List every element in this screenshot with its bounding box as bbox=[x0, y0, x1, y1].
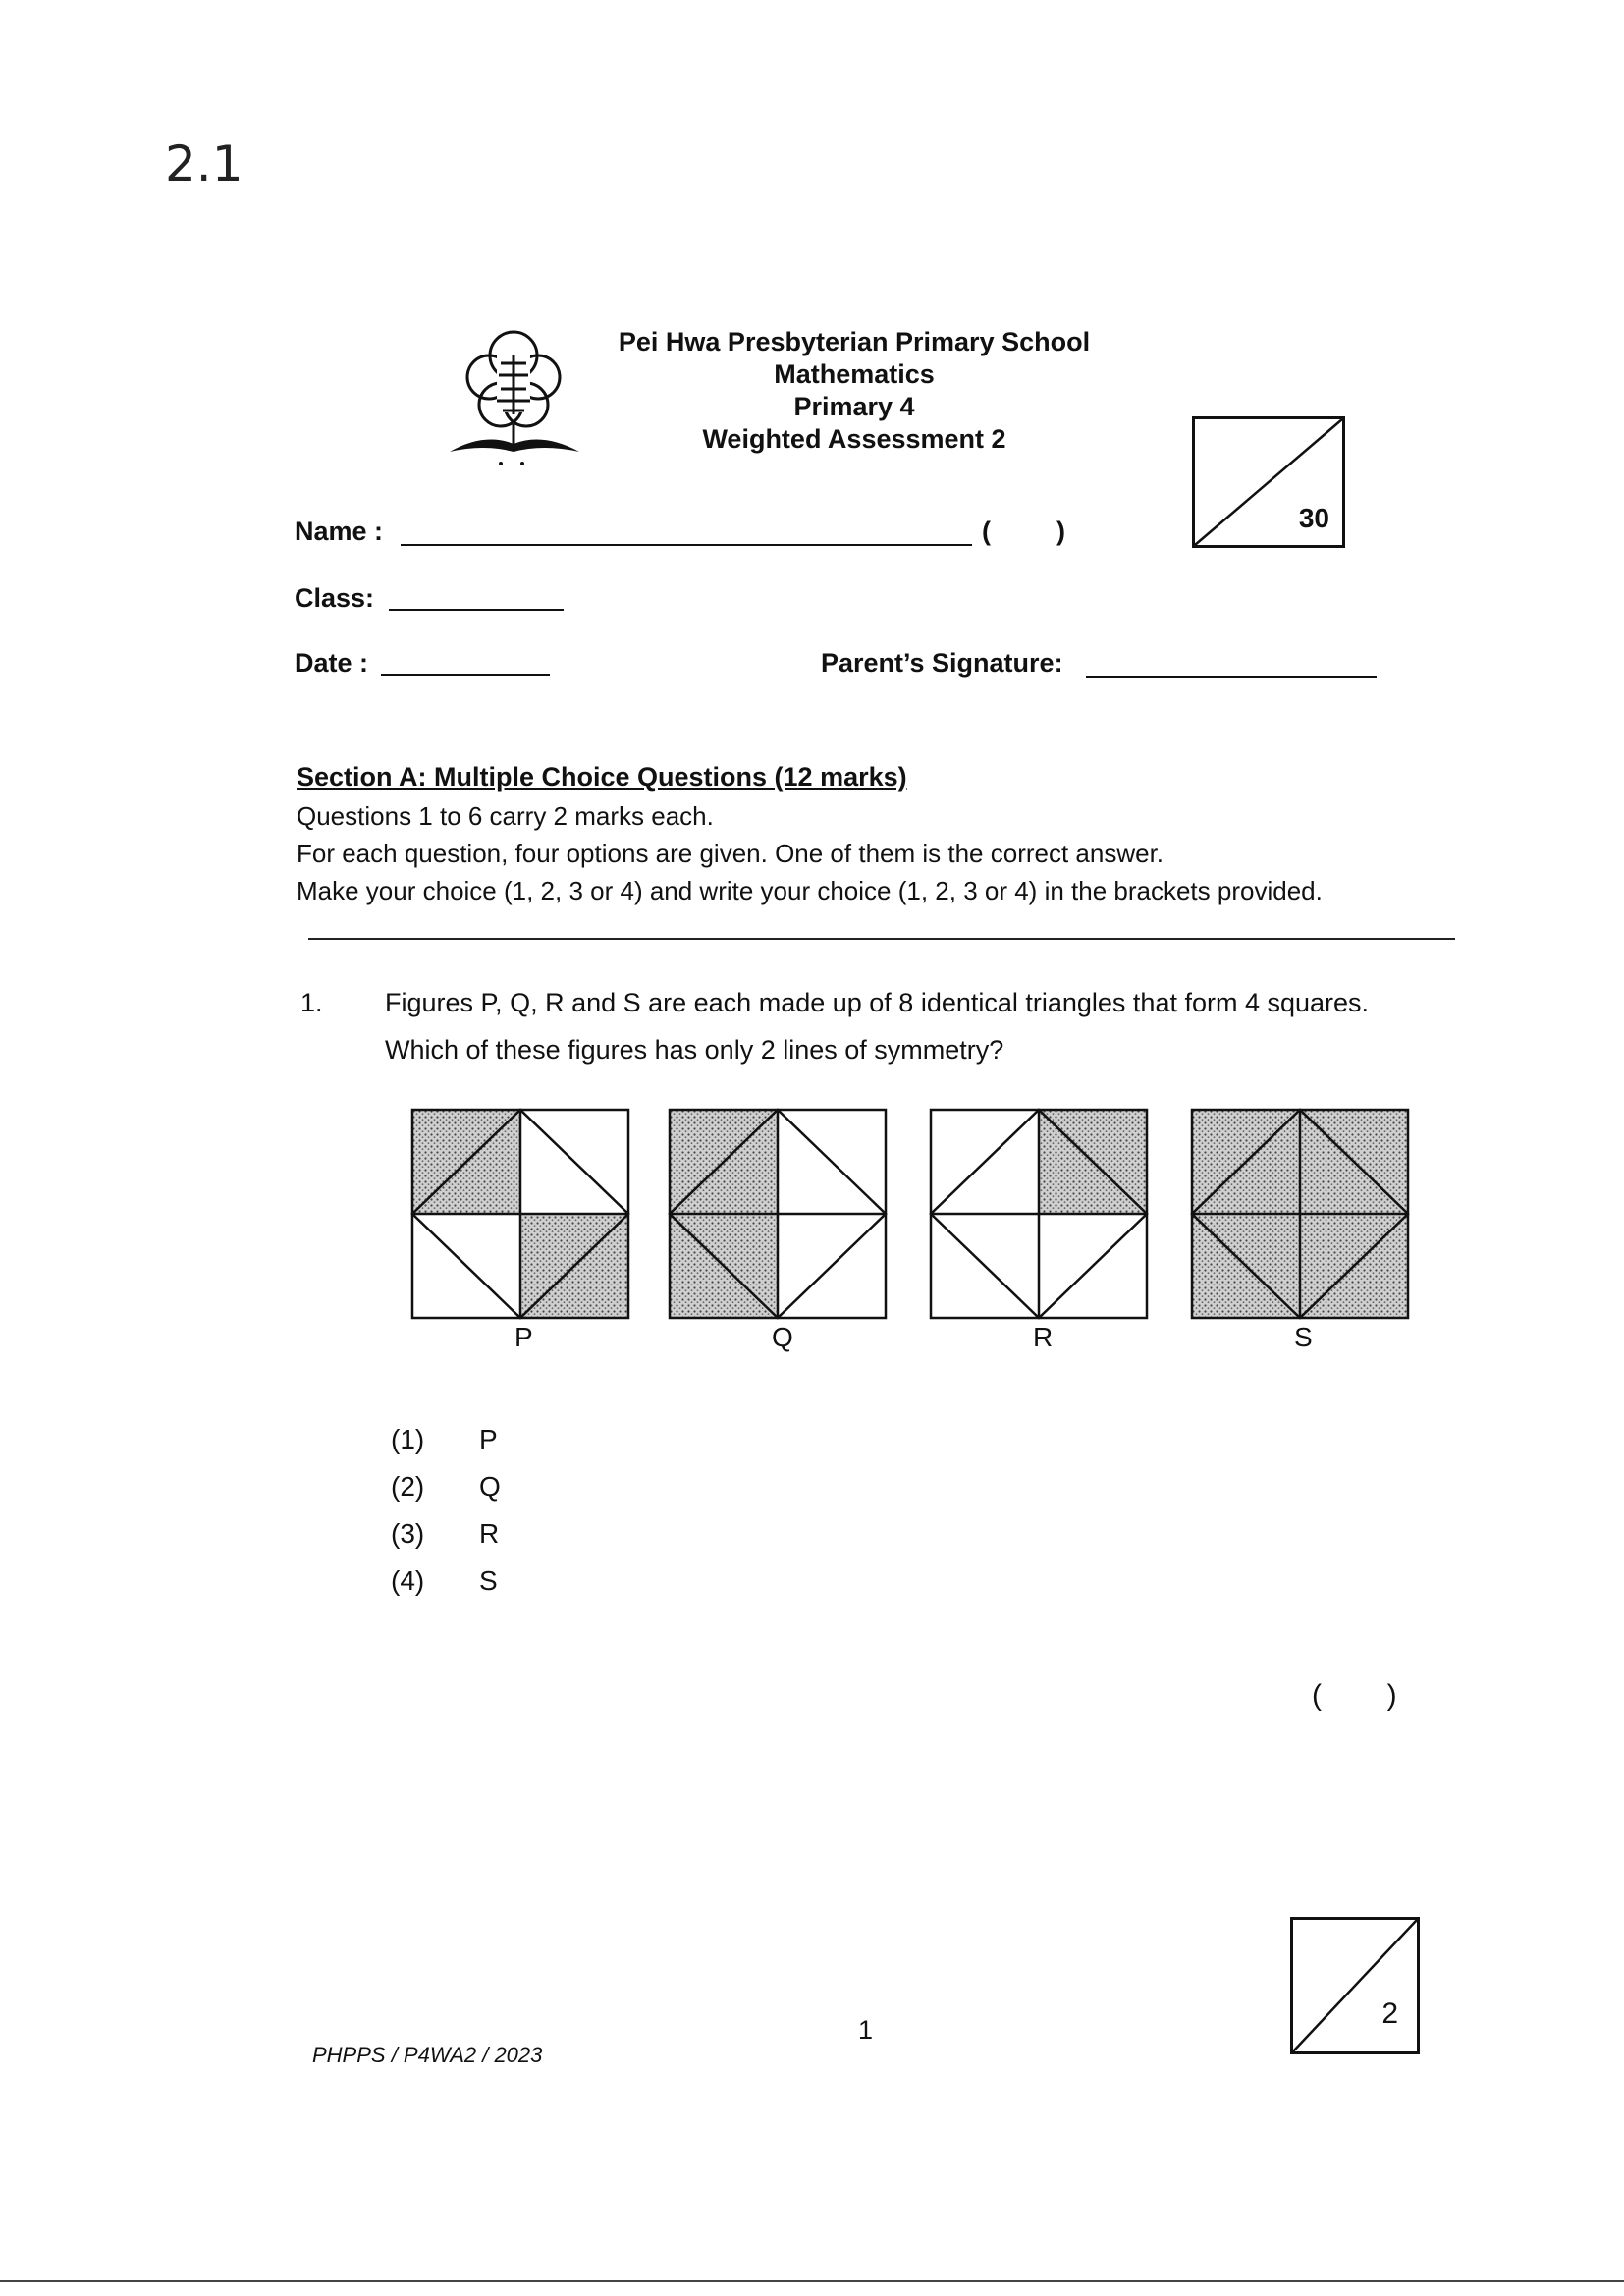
page-number: 1 bbox=[858, 2015, 874, 2045]
figure-q bbox=[670, 1110, 886, 1318]
footer-code: PHPPS / P4WA2 / 2023 bbox=[312, 2043, 543, 2067]
instruction-line: Questions 1 to 6 carry 2 marks each. bbox=[297, 801, 714, 831]
total-marks: 30 bbox=[1298, 503, 1329, 533]
school-name: Pei Hwa Presbyterian Primary School bbox=[618, 327, 1091, 356]
date-line[interactable] bbox=[381, 674, 550, 676]
subject: Mathematics bbox=[774, 359, 935, 389]
question-marks-box bbox=[1290, 1917, 1420, 2054]
question-text: Figures P, Q, R and S are each made up of 8 identical triangles that form 4 squares. bbox=[385, 988, 1370, 1017]
figure-label-s: S bbox=[1294, 1322, 1313, 1352]
signature-label: Parent’s Signature: bbox=[821, 648, 1063, 678]
register-bracket-open: ( bbox=[982, 517, 991, 546]
option-value: P bbox=[479, 1424, 498, 1454]
page-corner-number: 2.1 bbox=[165, 136, 244, 192]
scan-edge-line bbox=[0, 2280, 1624, 2282]
option-number: (4) bbox=[391, 1565, 425, 1596]
total-score-box bbox=[1192, 416, 1345, 548]
figure-label-r: R bbox=[1033, 1322, 1054, 1352]
class-label: Class: bbox=[295, 583, 375, 613]
register-bracket-close: ) bbox=[1056, 517, 1065, 546]
figure-r bbox=[931, 1110, 1147, 1318]
question-text: Which of these figures has only 2 lines of symmetry? bbox=[385, 1035, 1004, 1065]
answer-bracket[interactable]: ( ) bbox=[1312, 1679, 1397, 1712]
name-line[interactable] bbox=[401, 544, 972, 546]
figure-label-p: P bbox=[514, 1322, 533, 1352]
option-number: (3) bbox=[391, 1518, 425, 1549]
option-value: Q bbox=[479, 1471, 501, 1502]
option-value: R bbox=[479, 1518, 500, 1549]
section-divider bbox=[308, 938, 1455, 940]
instruction-line: For each question, four options are given. One of them is the correct answer. bbox=[297, 839, 1164, 868]
figure-p bbox=[412, 1110, 628, 1318]
class-line[interactable] bbox=[389, 609, 564, 611]
section-a-title: Section A: Multiple Choice Questions (12 marks) bbox=[297, 762, 907, 792]
question-number: 1. bbox=[300, 988, 323, 1017]
question-marks: 2 bbox=[1381, 1997, 1398, 2030]
school-header bbox=[550, 326, 1159, 456]
symmetry-figures bbox=[405, 1106, 1422, 1363]
figure-s bbox=[1192, 1110, 1408, 1318]
name-label: Name : bbox=[295, 517, 384, 546]
figure-label-q: Q bbox=[772, 1322, 793, 1352]
assessment-title: Weighted Assessment 2 bbox=[702, 424, 1006, 454]
option-number: (1) bbox=[391, 1424, 425, 1454]
date-label: Date : bbox=[295, 648, 369, 678]
option-value: S bbox=[479, 1565, 498, 1596]
option-number: (2) bbox=[391, 1471, 425, 1502]
level: Primary 4 bbox=[793, 392, 915, 421]
signature-line[interactable] bbox=[1086, 676, 1377, 678]
instruction-line: Make your choice (1, 2, 3 or 4) and write your choice (1, 2, 3 or 4) in the brackets provided. bbox=[297, 876, 1323, 905]
